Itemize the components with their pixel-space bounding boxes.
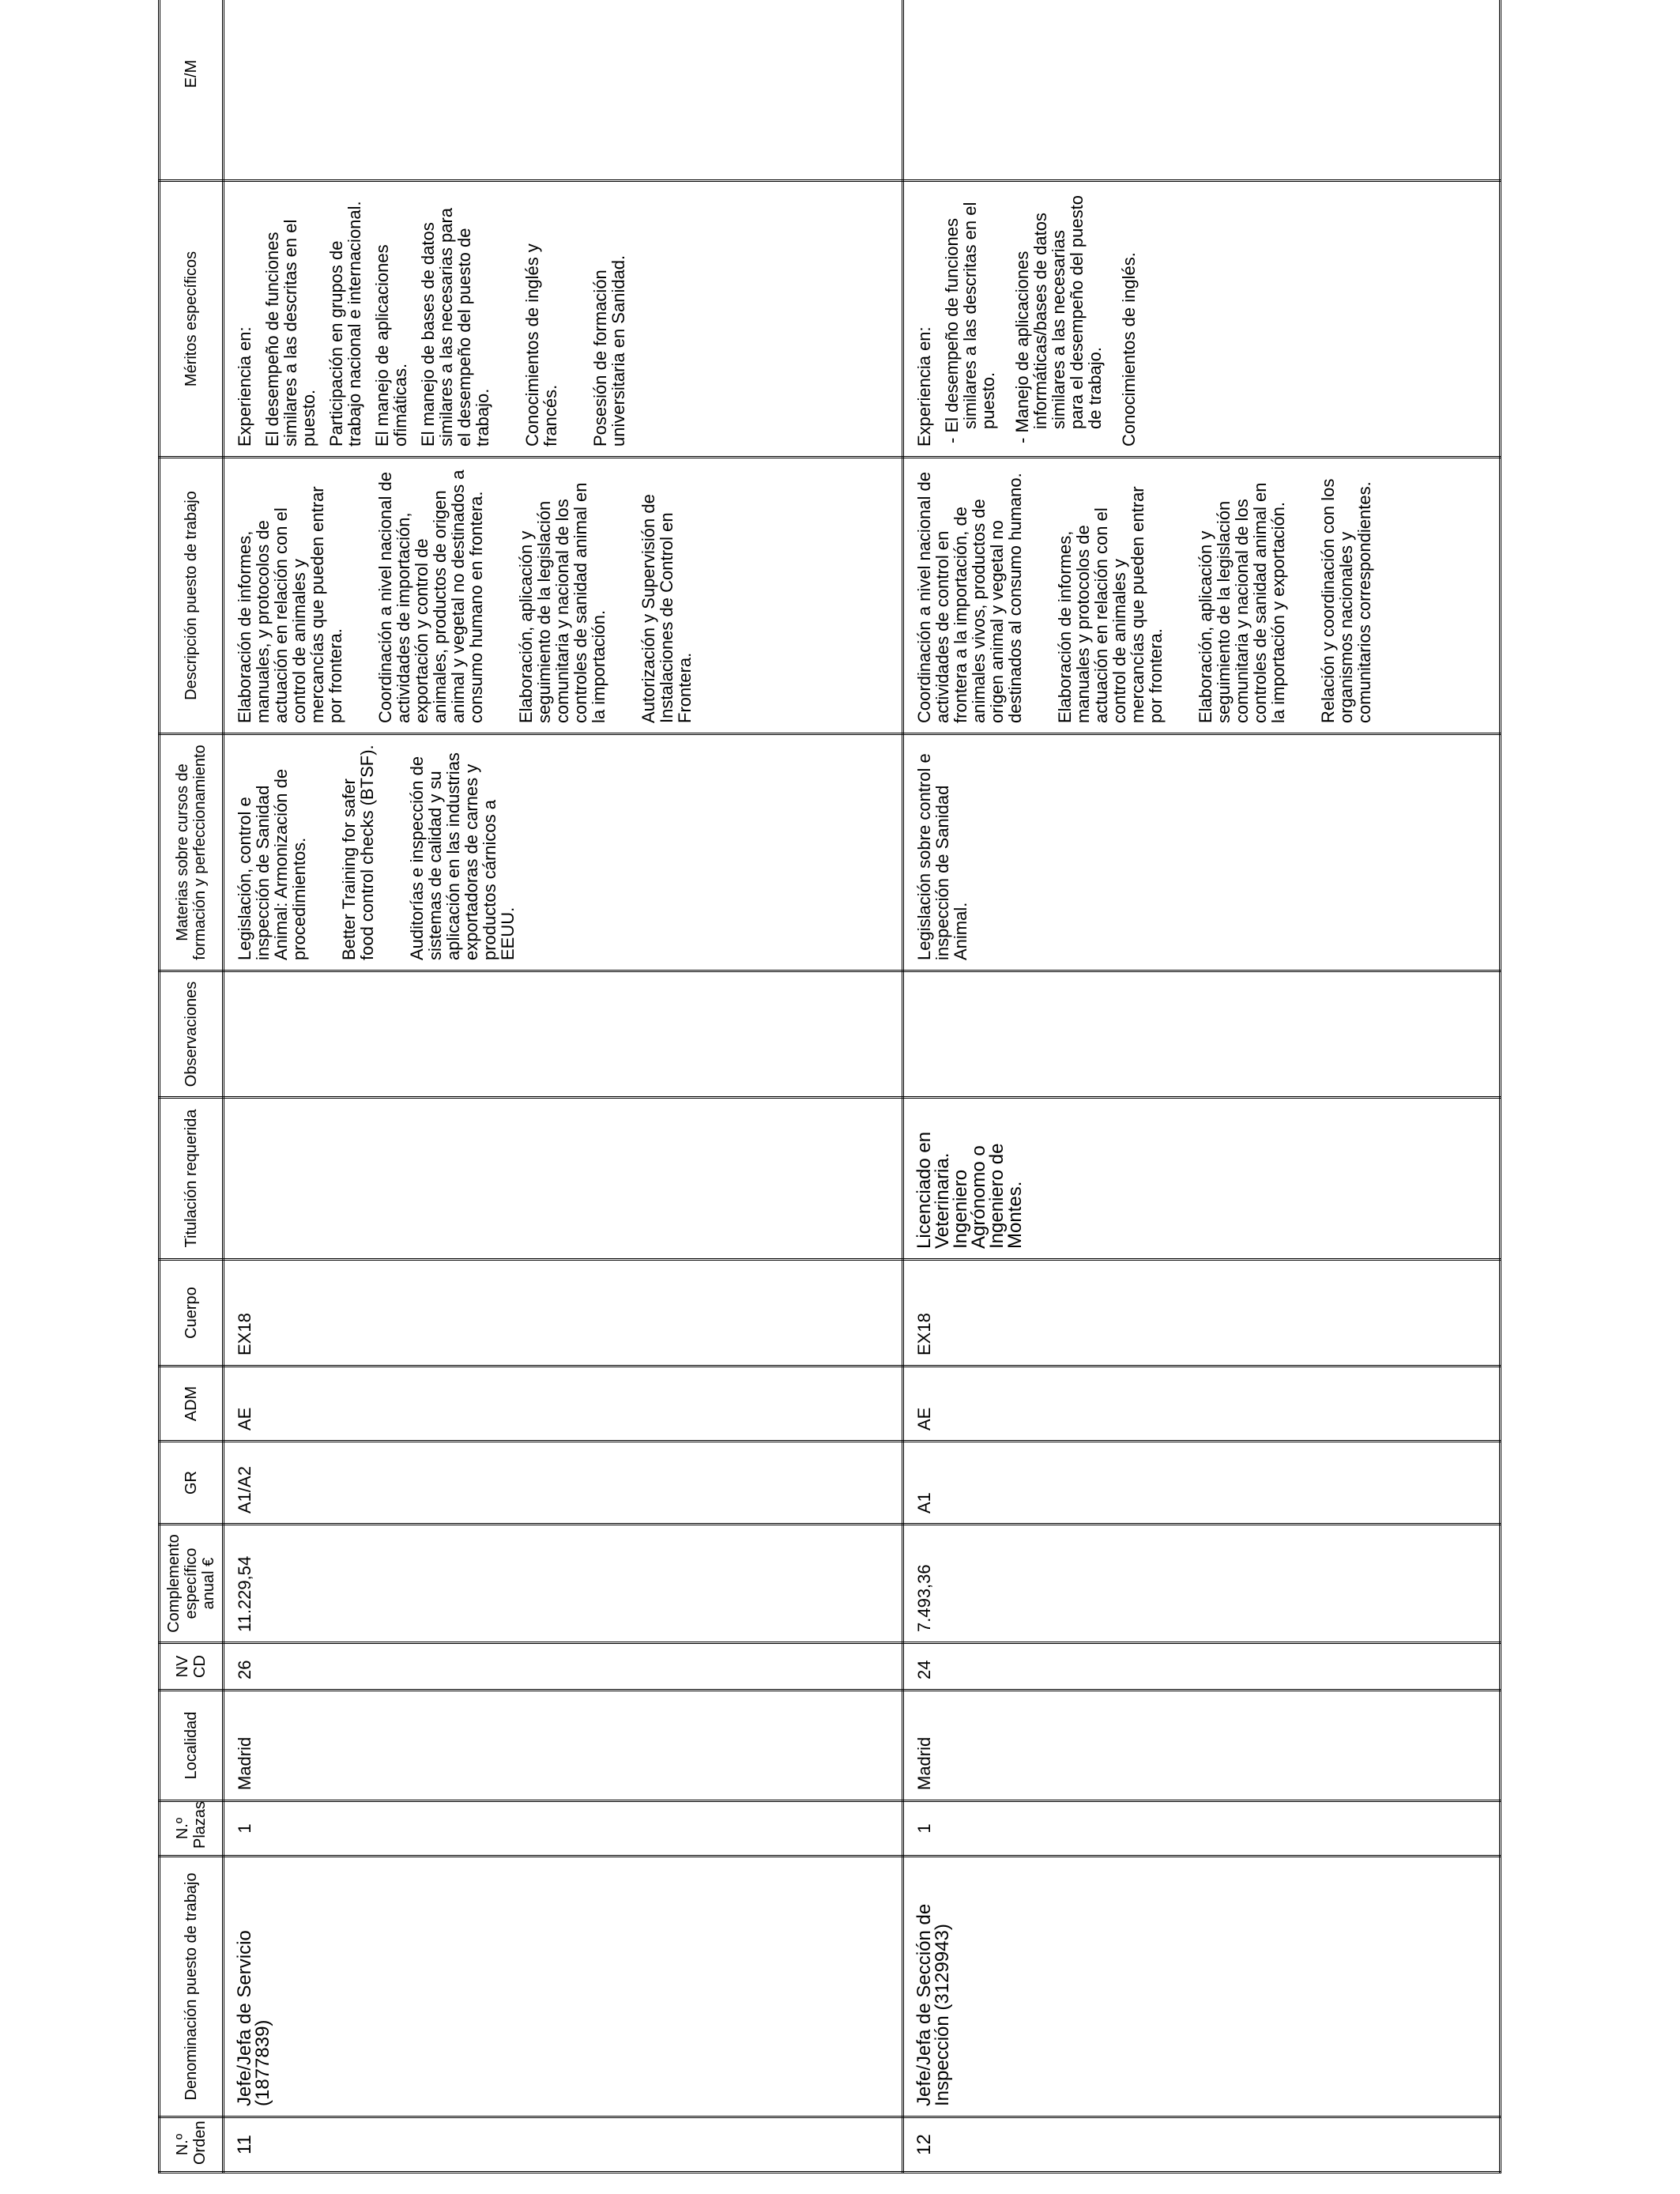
positions-table	[158, 0, 1501, 2173]
materia-item: Auditorías e inspección de sistemas de calidad y su aplicación en las industrias exportadoras de carnes y productos cárnicos a EEUU.	[407, 752, 518, 960]
meritos-intro: Experiencia en:	[914, 326, 934, 447]
cell-complemento: 11.229,54	[224, 1525, 903, 1643]
descripcion-item: Relación y coordinación con los organismos nacionales y comunitarios correspondientes.	[1318, 478, 1374, 723]
descripcion-item: Elaboración de informes, manuales y protocolos de actuación en relación con el control de animales y mercancías que pueden entrar por frontera.	[1055, 486, 1166, 723]
header-observaciones: Observaciones	[160, 971, 224, 1098]
cell-descripcion	[903, 458, 1501, 734]
merito-item: El manejo de bases de datos similares a las necesarias para el desempeño del puesto de trabajo.	[418, 207, 492, 447]
cell-em	[224, 0, 903, 181]
cell-complemento: 7.493,36	[903, 1525, 1501, 1643]
header-cuerpo: Cuerpo	[160, 1260, 224, 1367]
merito-item: El desempeño de funciones similares a las descritas en el puesto.	[262, 219, 318, 447]
materia-item: Better Training for safer food control checks (BTSF).	[339, 745, 377, 960]
cell-nvcd: 24	[903, 1643, 1501, 1691]
cell-cuerpo: EX18	[224, 1260, 903, 1367]
cell-descripcion	[224, 458, 903, 734]
meritos-intro: Experiencia en:	[235, 326, 254, 447]
table-row	[903, 0, 1501, 2173]
materia-item: Legislación sobre control e inspección de Sanidad Animal.	[914, 753, 970, 960]
header-plazas: N.º Plazas	[160, 1801, 224, 1857]
header-titulacion: Titulación requerida	[160, 1098, 224, 1260]
cell-cuerpo: EX18	[903, 1260, 1501, 1367]
cell-localidad: Madrid	[224, 1691, 903, 1801]
descripcion-item: Elaboración, aplicación y seguimiento de la legislación comunitaria y nacional de los controles de sanidad animal en la importación y exportación.	[1196, 482, 1288, 723]
merito-item: Conocimientos de inglés y francés.	[522, 243, 560, 447]
cell-plazas: 1	[224, 1801, 903, 1857]
header-row	[160, 0, 224, 2173]
merito-item: El manejo de aplicaciones ofimáticas.	[372, 244, 410, 447]
table-row	[224, 0, 903, 2173]
header-adm: ADM	[160, 1367, 224, 1442]
header-em: E/M	[160, 0, 224, 181]
rotated-page	[158, 8, 1501, 2173]
cell-materias	[224, 734, 903, 971]
cell-observaciones	[224, 971, 903, 1098]
descripcion-item: Coordinación a nivel nacional de actividades de importación, exportación y control de animales, productos de origen animal y vegetal no destinados a consumo humano en frontera.	[375, 469, 486, 723]
merito-item: Participación en grupos de trabajo nacional e internacional.	[326, 201, 364, 447]
header-complemento: Complemento específico anual €	[160, 1525, 224, 1643]
header-denominacion: Denominación puesto de trabajo	[160, 1857, 224, 2117]
descripcion-item: Autorización y Supervisión de Instalaciones de Control en Frontera.	[638, 494, 695, 723]
cell-materias	[903, 734, 1501, 971]
header-orden: N.º Orden	[160, 2117, 224, 2173]
header-gr: GR	[160, 1442, 224, 1525]
merito-item: - El desempeño de funciones similares a las descritas en el puesto.	[942, 202, 998, 443]
header-descripcion: Descripción puesto de trabajo	[160, 458, 224, 734]
cell-nvcd: 26	[224, 1643, 903, 1691]
cell-denominacion: Jefe/Jefa de Servicio (1877839)	[224, 1857, 903, 2117]
header-materias: Materias sobre cursos de formación y perfeccionamiento	[160, 734, 224, 971]
cell-localidad: Madrid	[903, 1691, 1501, 1801]
cell-denominacion: Jefe/Jefa de Sección de Inspección (3129943)	[903, 1857, 1501, 2117]
descripcion-item: Elaboración de informes, manuales, y protocolos de actuación en relación con el control de animales y mercancías que pueden entrar por frontera.	[235, 486, 345, 723]
descripcion-item: Coordinación a nivel nacional de actividades de control en frontera a la importación, de animales vivos, productos de origen animal y vegetal no destinados al consumo humano.	[914, 472, 1025, 723]
cell-gr: A1/A2	[224, 1442, 903, 1525]
cell-plazas: 1	[903, 1801, 1501, 1857]
merito-item: Posesión de formación universitaria en Sanidad.	[590, 254, 628, 447]
cell-observaciones	[903, 971, 1501, 1098]
cell-meritos	[224, 181, 903, 458]
materia-item: Legislación, control e inspección de Sanidad Animal: Armonización de procedimientos.	[235, 768, 309, 960]
descripcion-item: Elaboración, aplicación y seguimiento de la legislación comunitaria y nacional de los controles de sanidad animal en la importación.	[516, 482, 608, 723]
cell-orden: 12	[903, 2117, 1501, 2173]
cell-orden: 11	[224, 2117, 903, 2173]
cell-em	[903, 0, 1501, 181]
cell-adm: AE	[224, 1367, 903, 1442]
cell-gr: A1	[903, 1442, 1501, 1525]
merito-item: - Manejo de aplicaciones informáticas/bases de datos similares a las necesarias para el desempeño del puesto de trabajo.	[1012, 195, 1105, 443]
cell-meritos	[903, 181, 1501, 458]
header-meritos: Méritos específicos	[160, 181, 224, 458]
header-nvcd: NV CD	[160, 1643, 224, 1691]
header-localidad: Localidad	[160, 1691, 224, 1801]
cell-adm: AE	[903, 1367, 1501, 1442]
cell-titulacion: Licenciado en Veterinaria. Ingeniero Agrónomo o Ingeniero de Montes.	[903, 1098, 1501, 1260]
cell-titulacion	[224, 1098, 903, 1260]
merito-item: Conocimientos de inglés.	[1119, 252, 1139, 447]
